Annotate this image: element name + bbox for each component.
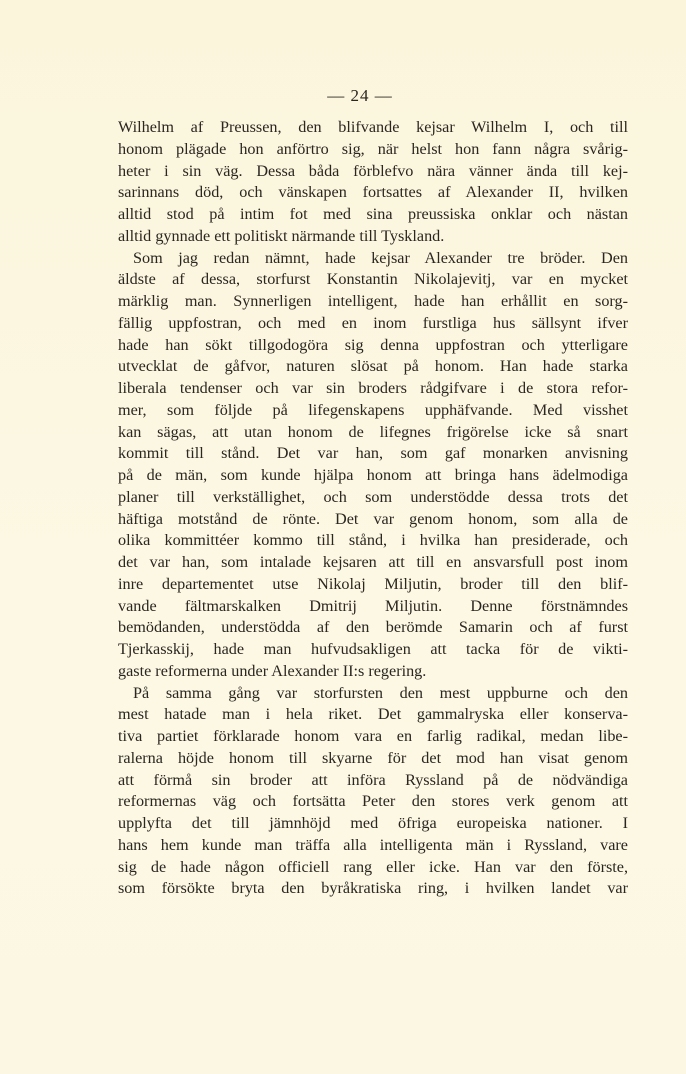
text-line: sig de hade någon officiell rang eller icke. Han var den förste, <box>118 857 628 876</box>
text-line: Som jag redan nämnt, hade kejsar Alexander tre bröder. Den <box>133 248 628 267</box>
text-line: alltid stod på intim fot med sina preussiska onklar och nästan <box>118 205 628 223</box>
text-line: utvecklat de gåfvor, naturen slösat på honom. Han hade starka <box>118 357 628 376</box>
text-line: det var han, som intalade kejsaren att till en ansvarsfull post inom <box>118 553 628 571</box>
text-line: sarinnans död, och vänskapen fortsattes af Alexander II, hvilken <box>118 183 628 202</box>
text-line: olika kommittéer kommo till stånd, i hvilka han presiderade, och <box>118 531 628 550</box>
text-line: kan sägas, att utan honom de lifegnes frigörelse icke så snart <box>118 422 628 441</box>
text-line: hade han sökt tillgodogöra sig denna uppfostran och ytterligare <box>118 335 628 354</box>
text-line: ralerna höjde honom till skyarne för det mod han visat genom <box>118 748 628 767</box>
text-line: hans hem kunde man träffa alla intelligenta män i Ryssland, vare <box>118 835 628 854</box>
text-line: Tjerkasskij, hade man hufvudsakligen att tacka för de vikti- <box>118 640 628 658</box>
text-line: heter i sin väg. Dessa båda förblefvo nära vänner ända till kej- <box>118 161 628 180</box>
text-line: reformernas väg och fortsätta Peter den stores verk genom att <box>118 792 628 811</box>
text-line: fällig uppfostran, och med en inom furstliga hus sällsynt ifver <box>118 313 628 332</box>
text-line: äldste af dessa, storfurst Konstantin Nikolajevitj, var en mycket <box>118 270 628 289</box>
text-line: inre departementet utse Nikolaj Miljutin, broder till den blif- <box>118 574 628 593</box>
text-line: upplyfta det till jämnhöjd med öfriga europeiska nationer. I <box>118 814 628 832</box>
text-line: alltid gynnade ett politiskt närmande till Tyskland. <box>118 226 445 245</box>
text-line: mest hatade man i hela riket. Det gammalryska eller konserva- <box>118 705 628 724</box>
text-line: att förmå sin broder att införa Ryssland på de nödvändiga <box>118 770 628 789</box>
text-line: bemödanden, understödda af den berömde Samarin och af furst <box>118 618 628 637</box>
text-line: tiva partiet förklarade honom vara en farlig radikal, medan libe- <box>118 727 628 745</box>
text-line: som försökte bryta den byråkratiska ring, i hvilken landet var <box>118 879 628 898</box>
text-line: kommit till stånd. Det var han, som gaf monarken anvisning <box>118 444 628 463</box>
text-line: planer till verkställighet, och som understödde dessa trots det <box>118 487 628 506</box>
text-line: Wilhelm af Preussen, den blifvande kejsar Wilhelm I, och till <box>118 118 628 136</box>
text-line: vande fältmarskalken Dmitrij Miljutin. Denne förstnämndes <box>118 596 628 615</box>
text-line: mer, som följde på lifegenskapens upphäfvande. Med visshet <box>118 400 628 419</box>
text-line: häftiga motstånd de rönte. Det var genom honom, som alla de <box>118 509 628 528</box>
body-text <box>118 117 628 900</box>
text-line: märklig man. Synnerligen intelligent, hade han erhållit en sorg- <box>118 292 628 310</box>
text-line: på de män, som kunde hjälpa honom att bringa hans ädelmodiga <box>118 466 628 484</box>
text-line: gaste reformerna under Alexander II:s regering. <box>118 661 427 680</box>
page-number: — 24 — <box>327 86 393 105</box>
text-line: På samma gång var storfursten den mest uppburne och den <box>133 683 628 702</box>
text-line: honom plägade hon anförtro sig, när helst hon fann några svårig- <box>118 139 628 158</box>
text-line: liberala tendenser och var sin broders rådgifvare i de stora refor- <box>118 379 628 397</box>
